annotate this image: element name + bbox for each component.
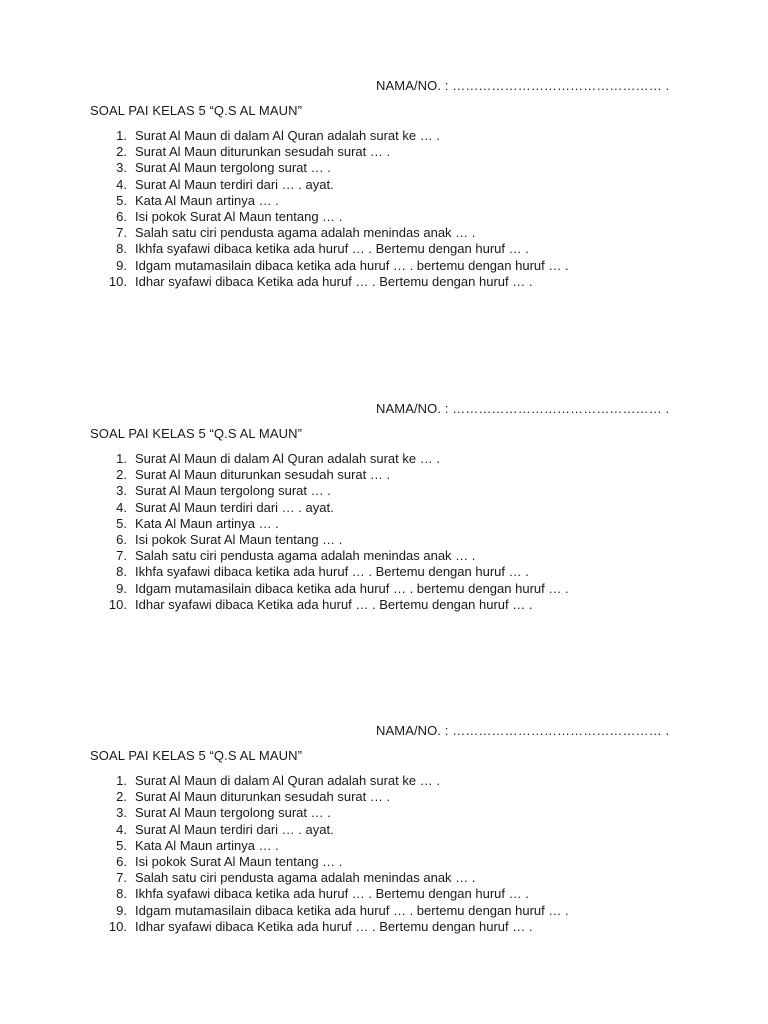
question-item bbox=[106, 789, 569, 805]
question-item bbox=[106, 274, 569, 290]
question-number: 3. bbox=[116, 483, 127, 499]
question-item bbox=[106, 209, 569, 225]
question-text: Isi pokok Surat Al Maun tentang … . bbox=[135, 853, 343, 869]
question-number: 3. bbox=[116, 160, 127, 176]
question-number: 8. bbox=[116, 564, 127, 580]
worksheet-title: SOAL PAI KELAS 5 “Q.S AL MAUN” bbox=[90, 748, 303, 763]
question-item bbox=[106, 225, 569, 241]
question-text: Salah satu ciri pendusta agama adalah menindas anak … . bbox=[135, 225, 476, 241]
question-text: Idhar syafawi dibaca Ketika ada huruf … . Bertemu dengan huruf … . bbox=[135, 596, 533, 612]
question-item bbox=[106, 467, 569, 483]
question-item bbox=[106, 193, 569, 209]
question-list bbox=[106, 773, 569, 935]
question-text: Surat Al Maun diturunkan sesudah surat … . bbox=[135, 467, 391, 483]
question-number: 5. bbox=[116, 192, 127, 208]
question-number: 1. bbox=[116, 451, 127, 466]
question-item bbox=[106, 160, 569, 176]
question-item bbox=[106, 532, 569, 548]
worksheet-title: SOAL PAI KELAS 5 “Q.S AL MAUN” bbox=[90, 103, 303, 118]
question-number: 9. bbox=[116, 902, 127, 918]
question-text: Idhar syafawi dibaca Ketika ada huruf … . Bertemu dengan huruf … . bbox=[135, 273, 533, 289]
question-number: 2. bbox=[116, 789, 127, 805]
worksheet-1 bbox=[0, 74, 768, 314]
question-item bbox=[106, 597, 569, 613]
question-item bbox=[106, 500, 569, 516]
question-number: 5. bbox=[116, 837, 127, 853]
question-text: Salah satu ciri pendusta agama adalah menindas anak … . bbox=[135, 870, 476, 886]
question-text: Surat Al Maun terdiri dari … . ayat. bbox=[135, 176, 334, 192]
question-number: 4. bbox=[116, 821, 127, 837]
question-list bbox=[106, 451, 569, 613]
question-item bbox=[106, 581, 569, 597]
worksheet-2 bbox=[0, 397, 768, 637]
question-text: Ikhfa syafawi dibaca ketika ada huruf … . Bertemu dengan huruf … . bbox=[135, 241, 529, 257]
question-item bbox=[106, 822, 569, 838]
question-text: Surat Al Maun tergolong surat … . bbox=[135, 805, 331, 821]
question-item bbox=[106, 516, 569, 532]
question-number: 7. bbox=[116, 870, 127, 886]
question-number: 6. bbox=[116, 531, 127, 547]
question-number: 6. bbox=[116, 208, 127, 224]
question-item bbox=[106, 838, 569, 854]
question-item bbox=[106, 241, 569, 257]
question-list bbox=[106, 128, 569, 290]
question-text: Ikhfa syafawi dibaca ketika ada huruf … . Bertemu dengan huruf … . bbox=[135, 564, 529, 580]
question-item bbox=[106, 548, 569, 564]
question-item bbox=[106, 128, 569, 144]
question-text: Surat Al Maun tergolong surat … . bbox=[135, 160, 331, 176]
question-text: Ikhfa syafawi dibaca ketika ada huruf … . Bertemu dengan huruf … . bbox=[135, 886, 529, 902]
question-number: 3. bbox=[116, 805, 127, 821]
worksheet-3 bbox=[0, 719, 768, 959]
question-text: Isi pokok Surat Al Maun tentang … . bbox=[135, 208, 343, 224]
question-item bbox=[106, 451, 569, 467]
question-text: Kata Al Maun artinya … . bbox=[135, 515, 279, 531]
name-number-field: NAMA/NO. : ………………………………………… . bbox=[376, 723, 670, 738]
question-item bbox=[106, 483, 569, 499]
question-text: Kata Al Maun artinya … . bbox=[135, 192, 279, 208]
question-text: Surat Al Maun tergolong surat … . bbox=[135, 483, 331, 499]
question-text: Surat Al Maun di dalam Al Quran adalah surat ke … . bbox=[135, 451, 440, 466]
question-number: 9. bbox=[116, 580, 127, 596]
question-number: 10. bbox=[108, 596, 127, 612]
question-number: 6. bbox=[116, 853, 127, 869]
question-text: Surat Al Maun diturunkan sesudah surat … . bbox=[135, 789, 391, 805]
question-number: 7. bbox=[116, 225, 127, 241]
question-text: Surat Al Maun terdiri dari … . ayat. bbox=[135, 821, 334, 837]
question-text: Kata Al Maun artinya … . bbox=[135, 837, 279, 853]
question-item bbox=[106, 919, 569, 935]
worksheet-title: SOAL PAI KELAS 5 “Q.S AL MAUN” bbox=[90, 426, 303, 441]
question-number: 7. bbox=[116, 548, 127, 564]
question-item bbox=[106, 805, 569, 821]
question-text: Surat Al Maun di dalam Al Quran adalah surat ke … . bbox=[135, 773, 440, 788]
question-item bbox=[106, 177, 569, 193]
question-text: Isi pokok Surat Al Maun tentang … . bbox=[135, 531, 343, 547]
question-text: Idgam mutamasilain dibaca ketika ada huruf … . bertemu dengan huruf … . bbox=[135, 257, 569, 273]
question-text: Salah satu ciri pendusta agama adalah menindas anak … . bbox=[135, 548, 476, 564]
question-text: Surat Al Maun di dalam Al Quran adalah surat ke … . bbox=[135, 128, 440, 143]
question-item bbox=[106, 144, 569, 160]
name-number-field: NAMA/NO. : ………………………………………… . bbox=[376, 401, 670, 416]
question-text: Idgam mutamasilain dibaca ketika ada huruf … . bertemu dengan huruf … . bbox=[135, 580, 569, 596]
question-text: Surat Al Maun diturunkan sesudah surat … . bbox=[135, 144, 391, 160]
question-number: 1. bbox=[116, 773, 127, 788]
question-number: 4. bbox=[116, 499, 127, 515]
question-number: 1. bbox=[116, 128, 127, 143]
question-number: 4. bbox=[116, 176, 127, 192]
question-number: 2. bbox=[116, 144, 127, 160]
question-item bbox=[106, 886, 569, 902]
question-item bbox=[106, 870, 569, 886]
question-text: Idhar syafawi dibaca Ketika ada huruf … . Bertemu dengan huruf … . bbox=[135, 918, 533, 934]
question-item bbox=[106, 773, 569, 789]
question-item bbox=[106, 564, 569, 580]
question-item bbox=[106, 258, 569, 274]
question-number: 8. bbox=[116, 886, 127, 902]
question-number: 5. bbox=[116, 515, 127, 531]
question-number: 8. bbox=[116, 241, 127, 257]
question-text: Surat Al Maun terdiri dari … . ayat. bbox=[135, 499, 334, 515]
question-text: Idgam mutamasilain dibaca ketika ada huruf … . bertemu dengan huruf … . bbox=[135, 902, 569, 918]
question-item bbox=[106, 903, 569, 919]
question-number: 2. bbox=[116, 467, 127, 483]
question-number: 10. bbox=[108, 918, 127, 934]
name-number-field: NAMA/NO. : ………………………………………… . bbox=[376, 78, 670, 93]
question-number: 10. bbox=[108, 273, 127, 289]
question-item bbox=[106, 854, 569, 870]
question-number: 9. bbox=[116, 257, 127, 273]
